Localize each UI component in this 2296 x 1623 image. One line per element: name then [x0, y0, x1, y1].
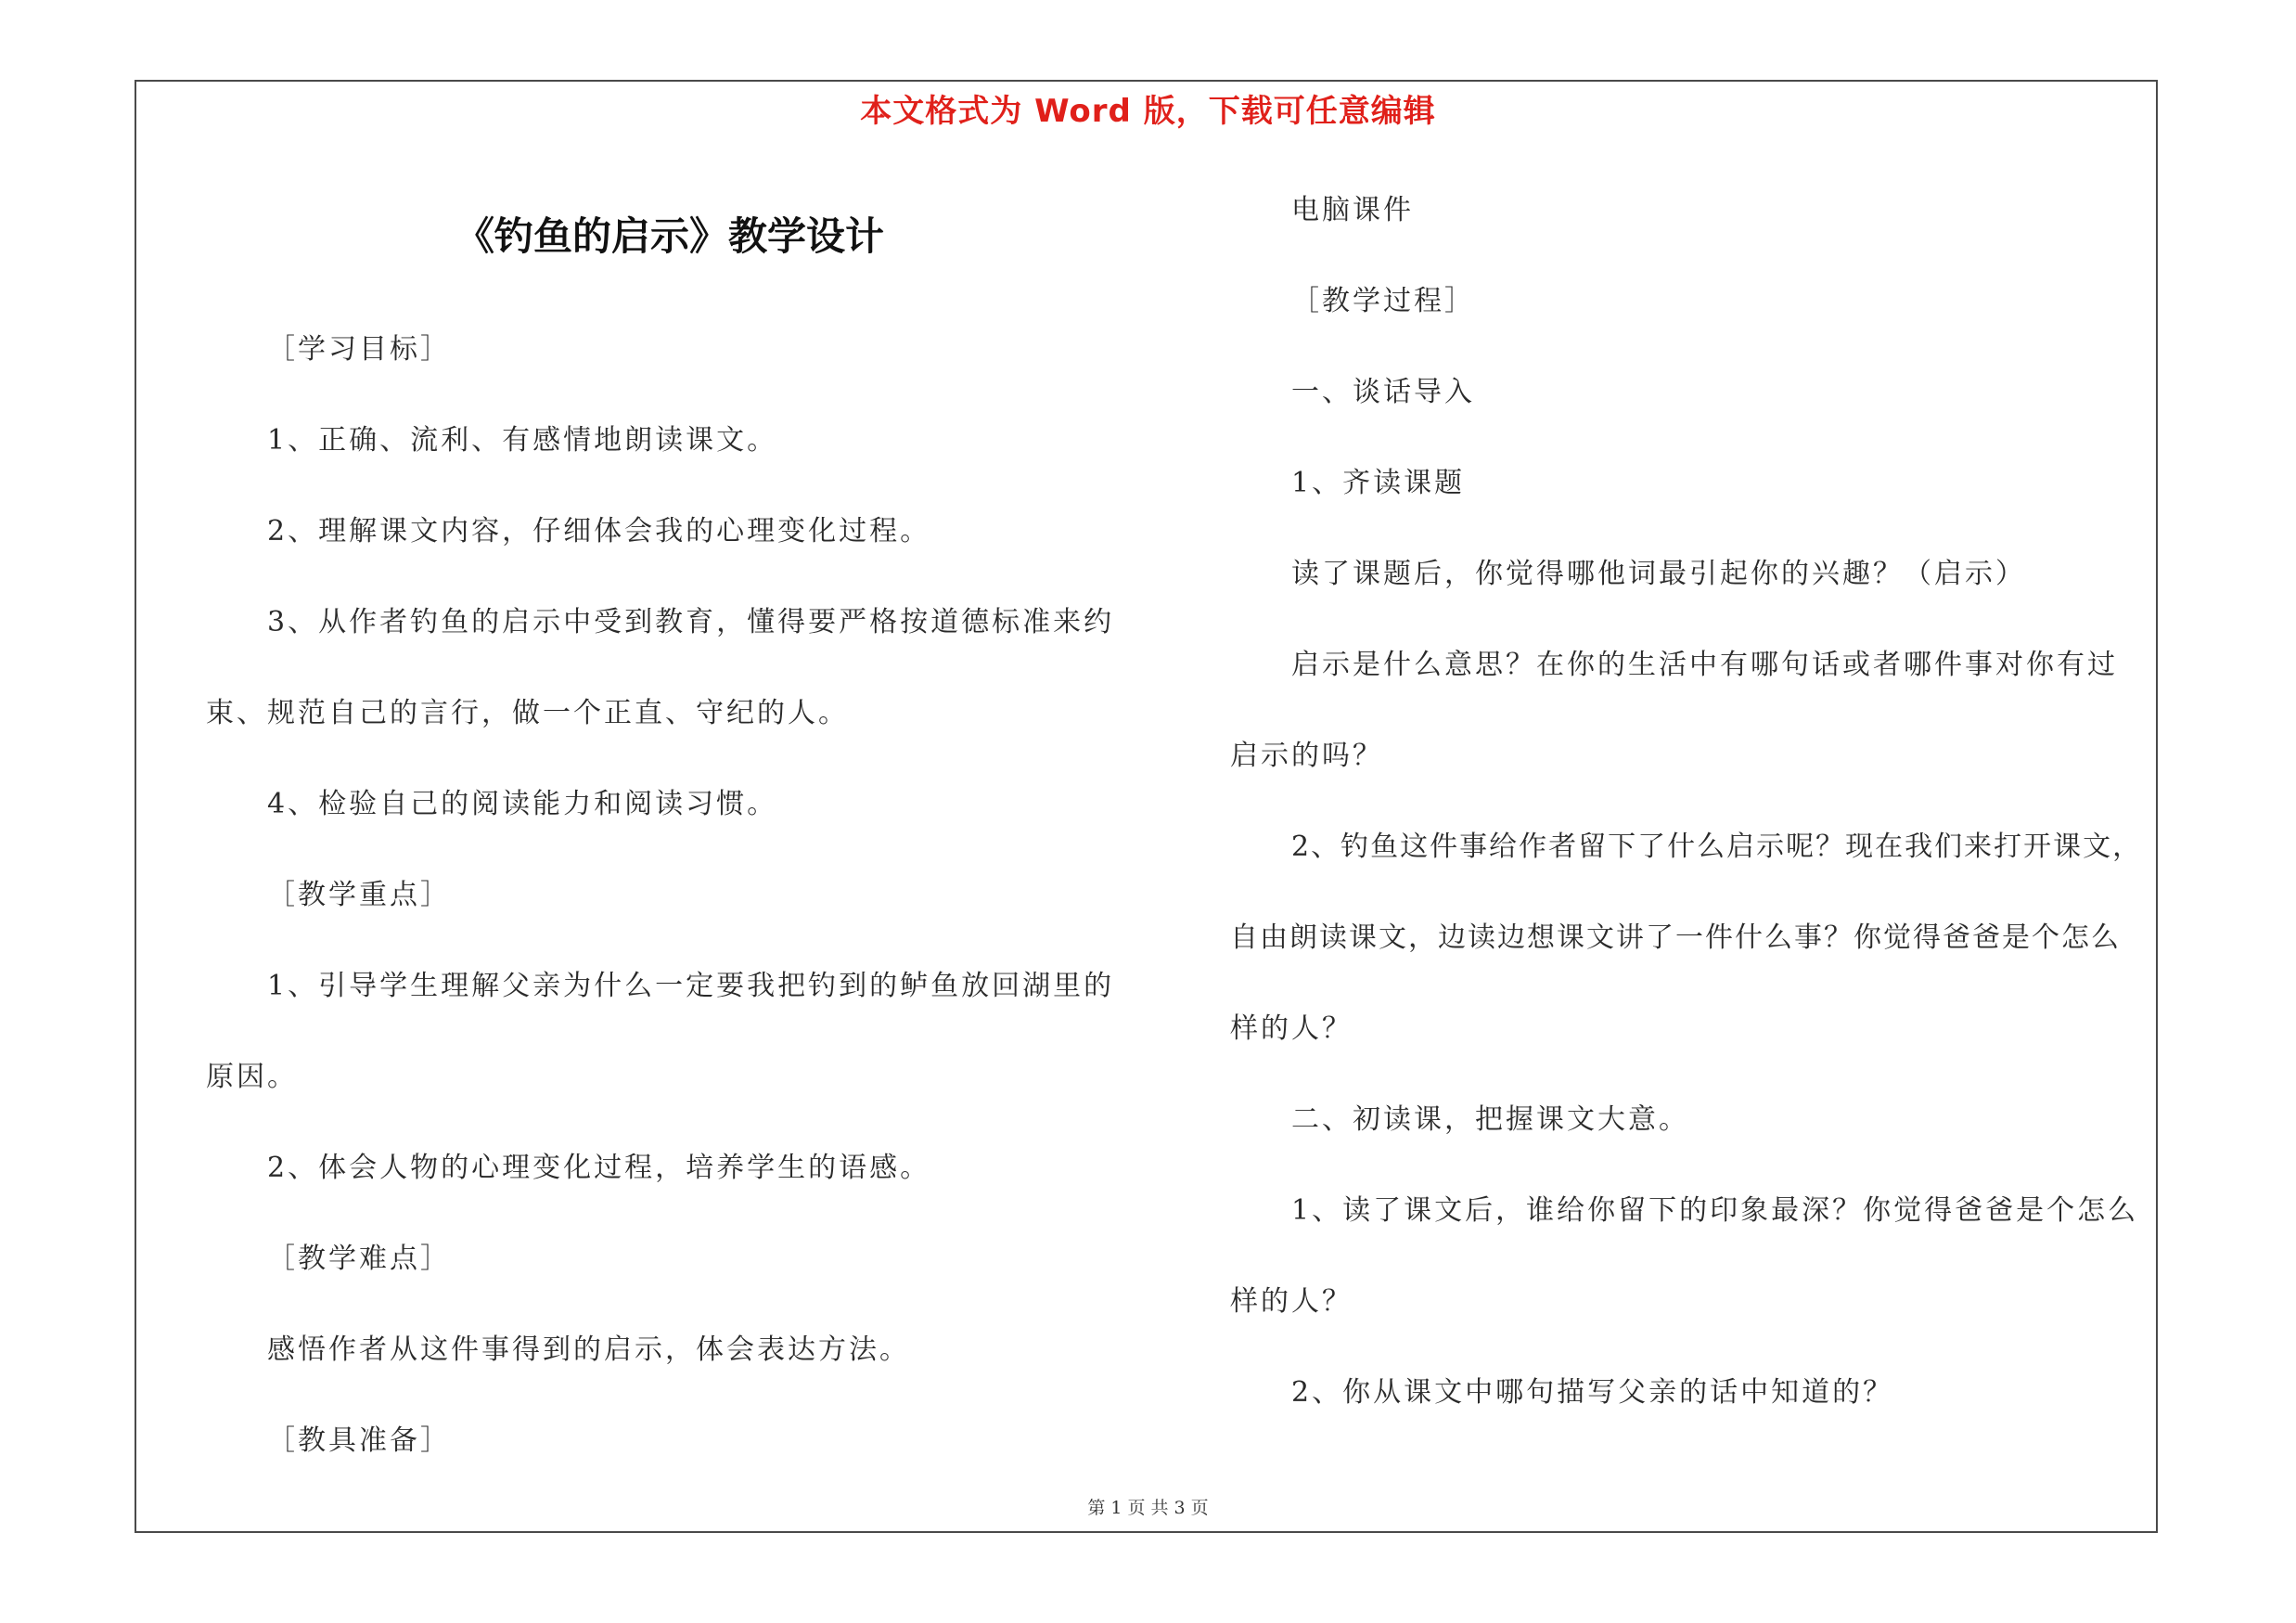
- paragraph: 1、引导学生理解父亲为什么一定要我把钓到的鲈鱼放回湖里的: [267, 970, 1115, 1002]
- heading-teaching-aids: ［教具准备］: [267, 1424, 451, 1457]
- paragraph: 感悟作者从这件事得到的启示，体会表达方法。: [267, 1333, 910, 1366]
- paragraph: 2、你从课文中哪句描写父亲的话中知道的？: [1291, 1376, 1894, 1409]
- document-title: 《钓鱼的启示》教学设计: [455, 213, 884, 259]
- paragraph-continuation: 样的人？: [1230, 1285, 1353, 1318]
- format-banner: 本文格式为 Word 版，下载可任意编辑: [860, 93, 1436, 130]
- paragraph: 2、钓鱼这件事给作者留下了什么启示呢？现在我们来打开课文，: [1291, 831, 2143, 863]
- section-heading: 一、谈话导入: [1291, 376, 1475, 408]
- paragraph: 2、体会人物的心理变化过程，培养学生的语感。: [267, 1152, 931, 1184]
- paragraph: 1、齐读课题: [1291, 467, 1466, 499]
- heading-teaching-focus: ［教学重点］: [267, 879, 451, 911]
- heading-teaching-difficulty: ［教学难点］: [267, 1243, 451, 1275]
- paragraph: 4、检验自己的阅读能力和阅读习惯。: [267, 788, 778, 820]
- paragraph-continuation: 自由朗读课文，边读边想课文讲了一件什么事？你觉得爸爸是个怎么: [1230, 921, 2121, 954]
- paragraph: 2、理解课文内容，仔细体会我的心理变化过程。: [267, 515, 931, 547]
- heading-learning-goals: ［学习目标］: [267, 333, 451, 366]
- paragraph-continuation: 原因。: [206, 1061, 298, 1093]
- paragraph: 读了课题后，你觉得哪他词最引起你的兴趣？（启示）: [1291, 558, 2026, 590]
- section-heading: 二、初读课，把握课文大意。: [1291, 1103, 1689, 1136]
- heading-teaching-process: ［教学过程］: [1291, 285, 1475, 317]
- paragraph: 电脑课件: [1291, 194, 1414, 226]
- paragraph: 1、读了课文后，谁给你留下的印象最深？你觉得爸爸是个怎么: [1291, 1194, 2139, 1227]
- paragraph: 启示是什么意思？在你的生活中有哪句话或者哪件事对你有过: [1291, 649, 2118, 681]
- paragraph: 3、从作者钓鱼的启示中受到教育，懂得要严格按道德标准来约: [267, 606, 1115, 638]
- paragraph-continuation: 束、规范自己的言行，做一个正直、守纪的人。: [206, 697, 849, 729]
- paragraph-continuation: 启示的吗？: [1230, 740, 1383, 772]
- paragraph: 1、正确、流利、有感情地朗读课文。: [267, 424, 778, 457]
- page-number: 第 1 页 共 3 页: [1087, 1498, 1209, 1518]
- paragraph-continuation: 样的人？: [1230, 1012, 1353, 1045]
